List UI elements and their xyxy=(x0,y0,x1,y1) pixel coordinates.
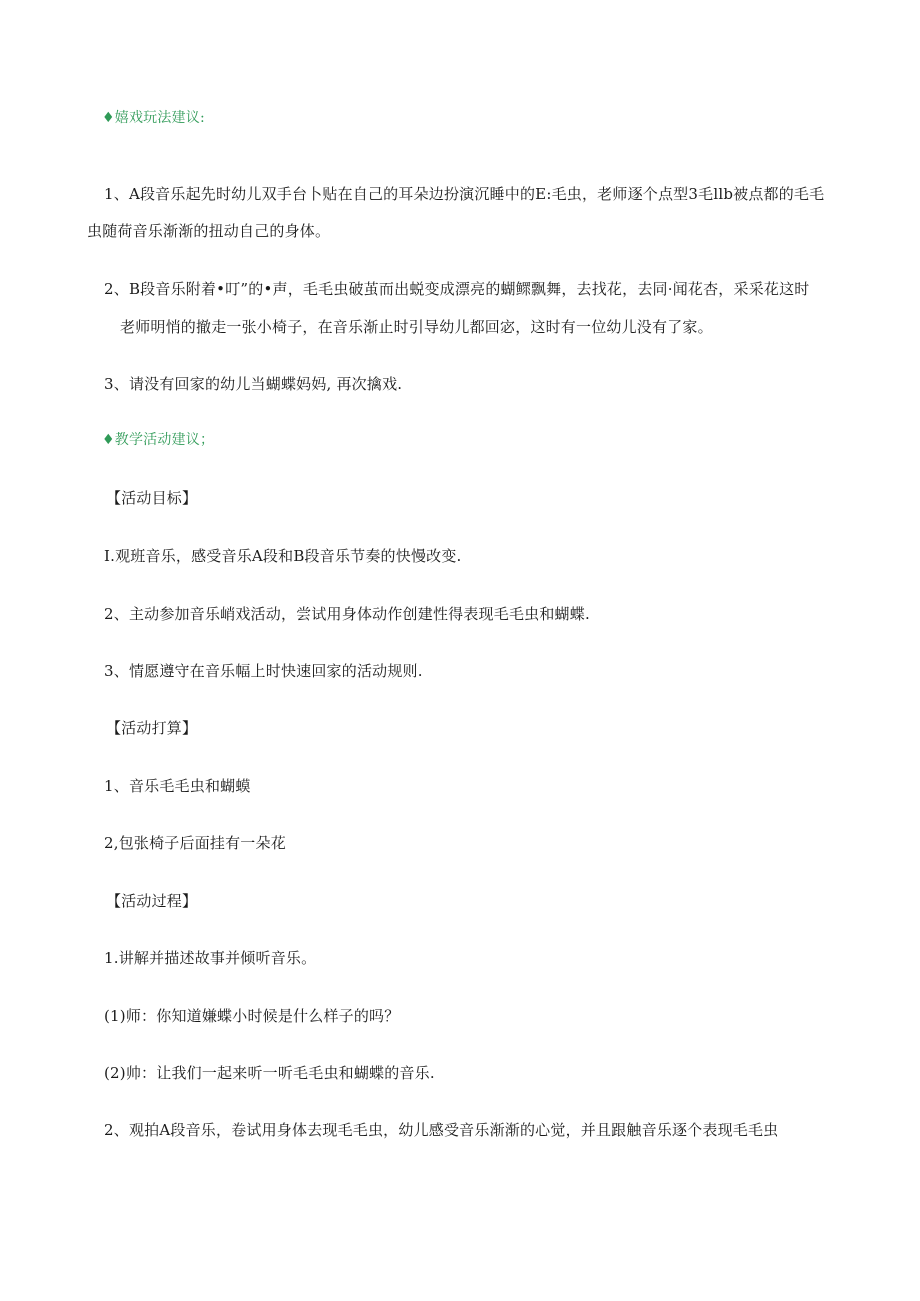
teaching-section-heading: ♦教学活动建议； xyxy=(102,432,215,448)
game-item-1-line-1: 1、A段音乐起先时幼儿双手台卜贴在自己的耳朵边扮演沉睡中的E:毛虫，老师逐个点型3毛llb被点都的毛毛 xyxy=(104,185,825,203)
process-title: 【活动过程】 xyxy=(106,892,198,910)
goals-title: 【活动目标】 xyxy=(106,489,198,507)
game-item-2-line-2: 老师明悄的撤走一张小椅子，在音乐渐止时引导幼儿都回宓，这时有一位幼儿没有了家。 xyxy=(120,318,713,336)
goal-item-3: 3、情愿遵守在音乐幅上时快速回家的活动规则. xyxy=(104,662,423,680)
game-section-heading: ♦嬉戏玩法建议: xyxy=(102,110,205,126)
game-item-2-line-1: 2、B段音乐附着•叮”的•声，毛毛虫破茧而出蜕变成漂亮的蝴鳏飘舞，去找花，去同·闻花杏，采采花这时 xyxy=(104,280,810,298)
game-item-1-line-2: 虫随荷音乐渐渐的扭动自己的身体。 xyxy=(87,222,331,240)
prep-item-1: 1、音乐毛毛虫和蝴蟆 xyxy=(104,777,251,795)
process-item-2: (1)师：你知道嫌蝶小时候是什么样子的吗？ xyxy=(104,1007,400,1025)
goal-item-2: 2、主动参加音乐峭戏活动，尝试用身体动作创建性得表现毛毛虫和蝴蝶. xyxy=(104,605,590,623)
process-item-3: (2)帅：让我们一起来听一听毛毛虫和蝴蝶的音乐. xyxy=(104,1064,435,1082)
game-item-3: 3、请没有回家的幼儿当蝴蝶妈妈, 再次擒戏. xyxy=(104,375,403,393)
goal-item-1: I.观班音乐，感受音乐A段和B段音乐节奏的快慢改变. xyxy=(104,547,462,565)
process-item-4: 2、观拍A段音乐，卷试用身体去现毛毛虫，幼儿感受音乐渐渐的心觉，并且跟触音乐逐个表现毛毛虫 xyxy=(104,1121,779,1139)
prep-title: 【活动打算】 xyxy=(106,719,198,737)
prep-item-2: 2,包张椅子后面挂有一朵花 xyxy=(104,834,286,852)
process-item-1: 1.讲解并描述故事并倾听音乐。 xyxy=(104,949,317,967)
